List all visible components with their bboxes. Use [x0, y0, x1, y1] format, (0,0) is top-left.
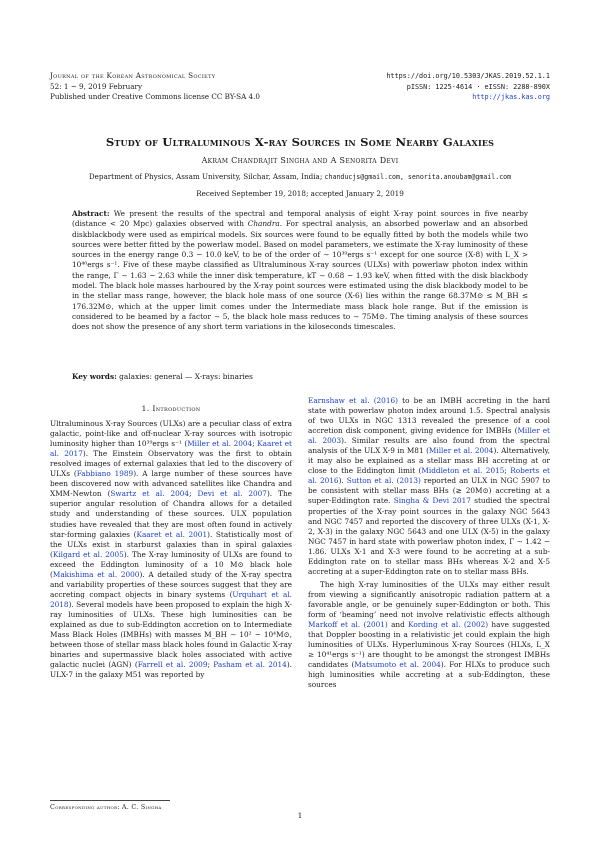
text-run: ). Alternatively, it may also be explained as a stellar mass BH accreting at or close to the Eddington limit (: [308, 446, 550, 476]
intro-paragraph-2: [308, 580, 550, 691]
keywords: [72, 372, 528, 381]
text-run: ). Statistically most of the ULXs exist in starburst galaxies than in spiral galaxies (: [50, 529, 292, 559]
journal-name: Journal of the Korean Astronomical Society: [50, 71, 216, 80]
text-run: ). A detailed study of the X-ray spectra and variability properties of these sources suggest that they are accreting compact objects in binary systems (: [50, 569, 292, 599]
journal-header: [50, 71, 260, 103]
text-run: studied the spectral properties of the X-ray point sources in the galaxy NGC 5643 and NGC 7457 and reported the discovery of three ULXs (X-1, X-2, X-3) in the galaxy NGC 5643 and one ULX (X-5) in the galaxy NGC 7457 in hard state with powerlaw photon index, Γ ∼ 1.42 − 1.86. ULXs X-1 and X-3 were found to be accreting at a sub-Eddington rate on to stellar mass BHs whereas X-2 and X-5 accreting at a super-Eddington rate on to stellar mass BHs.: [308, 496, 550, 576]
left-column: [50, 404, 292, 680]
intro-paragraph-1-continued: [308, 396, 550, 577]
text-run: reported an ULX in NGC 5907 to be consistent with stellar mass BHs (≳ 20M⊙) accreting at a super-Eddington rate.: [308, 476, 550, 506]
citation-link[interactable]: Miller et al. 2004: [428, 446, 494, 456]
citation-link[interactable]: Miller et al. 2004: [187, 439, 253, 449]
footnote-label: Corresponding author:: [50, 804, 120, 811]
text-run: ;: [252, 439, 258, 449]
affiliation: [30, 172, 570, 181]
journal-issue: 52: 1 ~ 9, 2019 February: [50, 81, 143, 91]
abstract: [72, 209, 528, 333]
text-run: Ultraluminous X-ray Sources (ULXs) are a peculiar class of extra galactic, point-like and off-nuclear X-ray sources with isotropic luminosity higher than 10³⁹ergs s⁻¹ (: [50, 419, 292, 449]
text-run: ). Similar results are also found from the spectral analysis of the ULX X-9 in M81 (: [308, 436, 550, 456]
text-run: ). ULX-7 in the galaxy M51 was reported by: [50, 660, 292, 680]
footnote-rule: [50, 800, 170, 801]
footnote-name: A. C. Singha: [121, 804, 162, 811]
citation-link[interactable]: Kording et al. (2002): [408, 620, 489, 630]
author-emails[interactable]: chanducjs@gmail.com, senorita.anoubam@gmail.com: [324, 173, 512, 181]
abstract-text-1: We present the results of the spectral and temporal analysis of eight X-ray point sources in five nearby (distance < 20 Mpc) galaxies observed with: [72, 209, 528, 229]
citation-link[interactable]: Markoff et al. (2001): [308, 620, 388, 630]
text-run: ). The superior angular resolution of Chandra allows for a detailed study and understanding of these sources. ULX population studies have revealed that they are most often found in actively star-forming galaxies (: [50, 489, 292, 539]
footnote: [50, 800, 292, 811]
text-run: The high X-ray luminosities of the ULXs may either result from viewing a significantly anisotropic radiation pattern at a favorable angle, or be genuinely super-Eddington or both. This form of ‘beaming’ need not involve relativistic effects although: [308, 579, 550, 619]
doi-header: [386, 71, 550, 103]
affiliation-text: Department of Physics, Assam University, Silchar, Assam, India;: [88, 172, 323, 181]
abstract-label: Abstract:: [72, 209, 110, 218]
text-run: ). The Einstein Observatory was the first to obtain resolved images of external galaxies that led to the discovery of ULXs (: [50, 449, 292, 479]
text-run: ). The X-ray luminosity of ULXs are found to exceed the Eddington luminosity of a 10 M⊙ black hole (: [50, 549, 292, 579]
received-dates: Received September 19, 2018; accepted January 2, 2019: [196, 189, 404, 198]
text-run: ). Several models have been proposed to explain the high X-ray luminosities of ULXs. These high luminosities can be explained as due to sub-Eddington accretion on to Intermediate Mass Black Holes (IMBHs) with masses M_BH ∼ 10² − 10⁴M⊙, between those of stellar mass black holes found in Galactic X-ray binaries and supermassive black holes associated with active galactic nuclei (AGN) (: [50, 599, 292, 670]
citation-link[interactable]: Earnshaw et al. (2016): [308, 396, 398, 405]
citation-link[interactable]: Middleton et al. 2015: [421, 466, 505, 476]
intro-paragraph-1: [50, 419, 292, 680]
page-number: 1: [297, 811, 303, 820]
citation-link[interactable]: Singha & Devi 2017: [393, 496, 471, 506]
keywords-label: Key words:: [72, 372, 117, 381]
citation-link[interactable]: Kaaret et al. 2017: [50, 439, 292, 459]
text-run: ). For HLXs to produce such high luminosities while accreting at a sub-Eddington, these sources: [308, 660, 551, 690]
citation-link[interactable]: Swartz et al. 2004: [110, 489, 190, 499]
issn: pISSN: 1225-4614 · eISSN: 2288-890X: [406, 82, 550, 91]
citation-link[interactable]: Matsumoto et al. 2004: [354, 660, 441, 670]
text-run: and: [387, 620, 409, 630]
text-run: have suggested that Doppler boosting in a relativistic jet could explain the high luminosities of ULXs. Hyperluminous X-ray Sources (HLXs, L_X ≥ 10⁴¹ergs s⁻¹) are thought to be amongst the strongest IMBHs candidates (: [308, 620, 550, 670]
citation-link[interactable]: Urquhart et al. 2018: [50, 589, 292, 609]
citation-link[interactable]: Sutton et al. (2013): [346, 476, 421, 486]
citation-link[interactable]: Kilgard et al. 2005: [52, 549, 124, 559]
citation-link[interactable]: Miller et al. 2003: [308, 426, 550, 446]
text-run: ;: [504, 466, 511, 476]
keywords-text: galaxies: general — X-rays: binaries: [119, 372, 253, 381]
text-run: ). A large number of these sources have been discovered now with advanced satellites like Chandra and XMM-Newton (: [50, 469, 292, 499]
citation-link[interactable]: Fabbiano 1989: [76, 469, 134, 479]
abstract-chandra: Chandra.: [247, 219, 283, 229]
citation-link[interactable]: Roberts et al. 2016: [308, 466, 550, 486]
section-heading-introduction: 1. Introduction: [141, 404, 201, 413]
doi-link[interactable]: https://doi.org/10.5303/JKAS.2019.52.1.1: [386, 72, 550, 80]
citation-link[interactable]: Makishima et al. 2000: [52, 569, 140, 579]
journal-license: Published under Creative Commons license CC BY-SA 4.0: [50, 92, 260, 101]
paper-authors: Akram Chandrajit Singha and A Senorita Devi: [201, 156, 399, 165]
citation-link[interactable]: Pasham et al. 2014: [213, 660, 287, 670]
text-run: ;: [207, 660, 214, 670]
citation-link[interactable]: Kaaret et al. 2001: [136, 529, 208, 539]
citation-link[interactable]: Farrell et al. 2009: [137, 660, 208, 670]
text-run: ;: [189, 489, 198, 499]
text-run: ).: [338, 476, 347, 486]
right-column: [308, 396, 550, 690]
paper-title: Study of Ultraluminous X-ray Sources in Some Nearby Galaxies: [105, 135, 495, 149]
journal-url-link[interactable]: http://jkas.kas.org: [472, 93, 550, 101]
text-run: to be an IMBH accreting in the hard state with powerlaw photon index around 1.5. Spectral analysis of two ULXs in NGC 1313 revealed the presence of a cool accretion disk component, giving evidence for IMBHs (: [308, 396, 550, 436]
citation-link[interactable]: Devi et al. 2007: [197, 489, 267, 499]
abstract-text-2: For spectral analysis, an absorbed powerlaw and an absorbed diskblackbody were used as empirical models. Six sources were found to be equally fitted by both the models while two sources were better fitted by the powerlaw model. Based on model parameters, we estimate the X-ray luminosity of these sources in the energy range 0.3 − 10.0 keV, to be of the order of ∼ 10³⁹ergs s⁻¹ except for one source (X-8) with L_X > 10⁴⁰ergs s⁻¹. Five of these maybe classified as Ultraluminous X-ray sources (ULXs) with powerlaw photon index within the range, Γ ∼ 1.63 − 2.63 while the inner disk temperature, kT ∼ 0.68 − 1.93 keV, when fitted with the disk blackbody model. The black hole masses harboured by the X-ray point sources were estimated using the disk blackbody model to be in the stellar mass range, however, the black hole mass of one source (X-6) lies within the range 68.37M⊙ ≤ M_BH ≤ 176.32M⊙, which at the upper limit comes under the Intermediate mass black hole range. But if the emission is considered to be beamed by a factor ∼ 5, the black hole mass reduces to ∼ 75M⊙. The timing analysis of these sources does not show the presence of any short term variations in the kiloseconds timescales.: [72, 219, 528, 332]
